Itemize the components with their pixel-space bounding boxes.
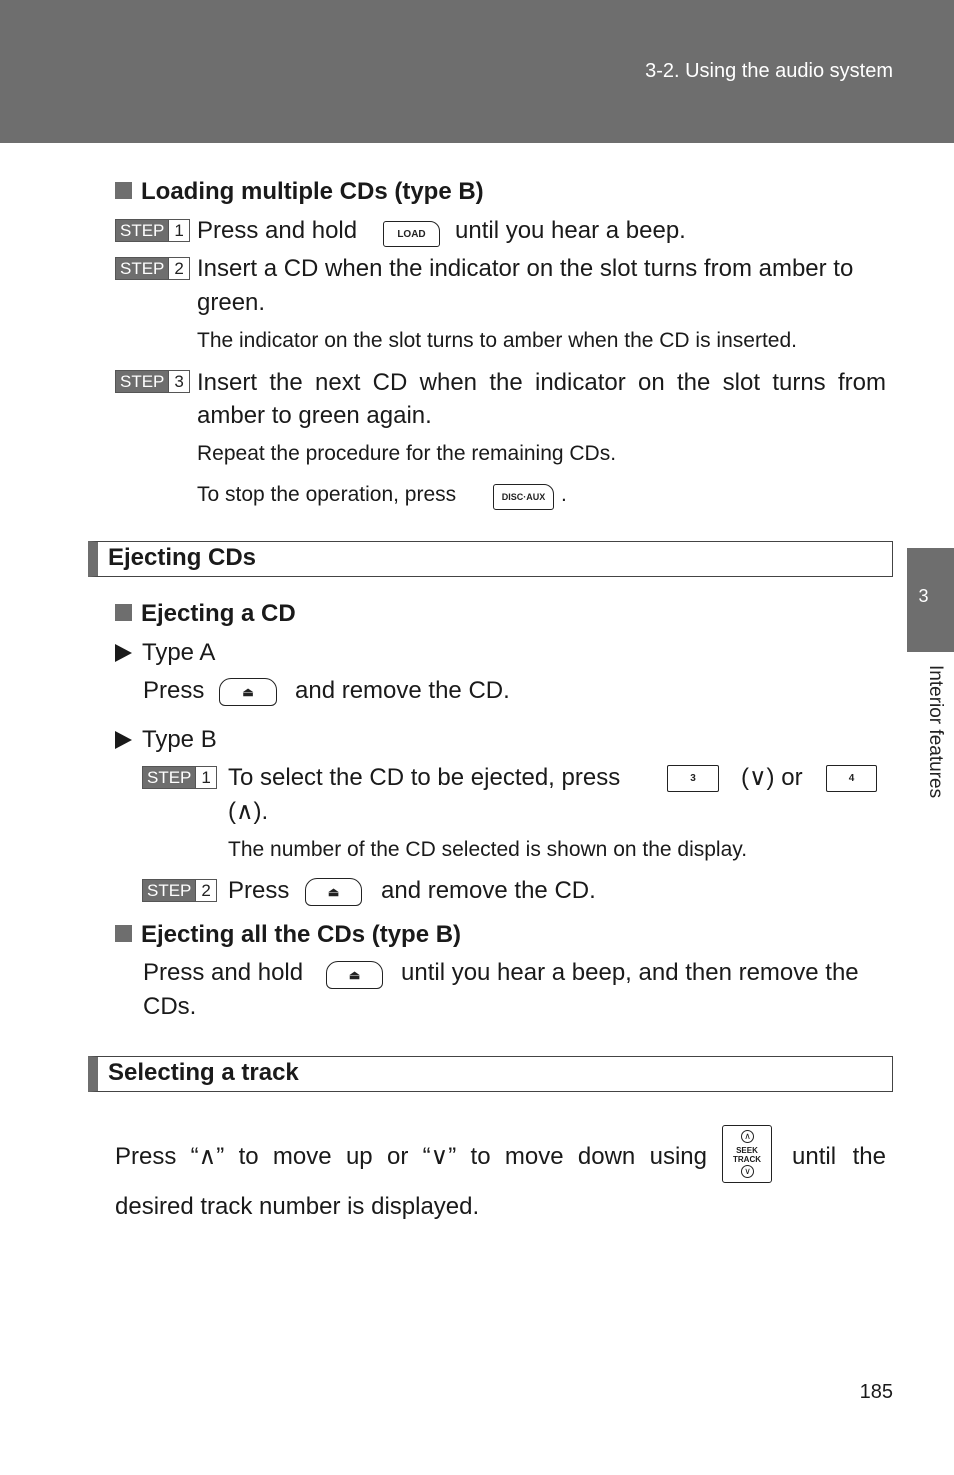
- type-b-step2-pre: Press: [228, 877, 290, 904]
- seek-track-button-icon: ∧ SEEK TRACK ∨: [722, 1125, 772, 1183]
- square-bullet-icon: [115, 182, 132, 199]
- step1-text-post: until you hear a beep.: [455, 217, 686, 244]
- type-b-step1-pre: To select the CD to be ejected, press: [228, 764, 621, 791]
- disc-aux-button-icon: DISC·AUX: [493, 484, 554, 510]
- step3-note2-pre: To stop the operation, press: [197, 483, 457, 506]
- selecting-line2: desired track number is displayed.: [115, 1193, 480, 1220]
- triangle-bullet-icon: [115, 644, 132, 662]
- type-a-label: Type A: [115, 639, 215, 667]
- type-b-step1-note: The number of the CD selected is shown on the display.: [228, 838, 748, 861]
- selecting-heading: Selecting a track: [88, 1056, 893, 1092]
- eject-all-pre: Press and hold: [143, 959, 304, 986]
- page-header: [0, 0, 954, 143]
- selecting-line1-pre: Press “∧” to move up or “∨” to move down using: [115, 1143, 707, 1170]
- eject-all-line2: CDs.: [143, 993, 197, 1020]
- step1-text-pre: Press and hold: [197, 217, 358, 244]
- ejecting-heading: Ejecting CDs: [88, 541, 893, 577]
- step3-note2-post: .: [561, 483, 567, 506]
- loading-title: Loading multiple CDs (type B): [115, 178, 484, 206]
- chapter-number: 3: [918, 586, 929, 606]
- load-button-icon: LOAD: [383, 221, 440, 247]
- chapter-tab: [907, 548, 954, 652]
- type-b-label: Type B: [115, 726, 217, 754]
- step2-line2: green.: [197, 289, 266, 316]
- eject-single-title: Ejecting a CD: [115, 600, 296, 628]
- step3-note1: Repeat the procedure for the remaining CDs.: [197, 442, 617, 465]
- preset-3-button-icon: 3: [667, 765, 719, 792]
- down-arrow-icon: ∨: [741, 1165, 754, 1178]
- page-number: 185: [859, 1381, 893, 1403]
- type-b-step1-mid: (∨) or: [741, 764, 803, 791]
- step-badge: STEP 1: [115, 219, 190, 242]
- square-bullet-icon: [115, 604, 132, 621]
- eject-button-icon: ⏏: [305, 878, 362, 906]
- triangle-bullet-icon: [115, 731, 132, 749]
- step2-note: The indicator on the slot turns to amber when the CD is inserted.: [197, 329, 797, 352]
- type-a-text-pre: Press: [143, 677, 205, 704]
- up-arrow-icon: ∧: [741, 1130, 754, 1143]
- type-a-text-post: and remove the CD.: [295, 677, 510, 704]
- step3-line1: Insert the next CD when the indicator on the slot turns from: [197, 369, 886, 396]
- selecting-line1-post: until the: [792, 1143, 886, 1170]
- step3-line2: amber to green again.: [197, 402, 432, 429]
- type-b-step2-post: and remove the CD.: [381, 877, 596, 904]
- step-badge: STEP 3: [115, 370, 190, 393]
- section-title: 3-2. Using the audio system: [645, 60, 893, 82]
- eject-all-title: Ejecting all the CDs (type B): [115, 921, 461, 949]
- type-b-step1-line2: (∧).: [228, 798, 269, 825]
- step-badge: STEP 2: [115, 257, 190, 280]
- preset-4-button-icon: 4: [826, 765, 877, 792]
- step-badge: STEP 1: [142, 766, 217, 789]
- square-bullet-icon: [115, 925, 132, 942]
- eject-all-post: until you hear a beep, and then remove the: [401, 959, 859, 986]
- step-badge: STEP 2: [142, 879, 217, 902]
- step2-line1: Insert a CD when the indicator on the slot turns from amber to: [197, 255, 854, 282]
- eject-button-icon: ⏏: [326, 961, 383, 989]
- eject-button-icon: ⏏: [219, 678, 277, 706]
- chapter-label: Interior features: [925, 665, 946, 799]
